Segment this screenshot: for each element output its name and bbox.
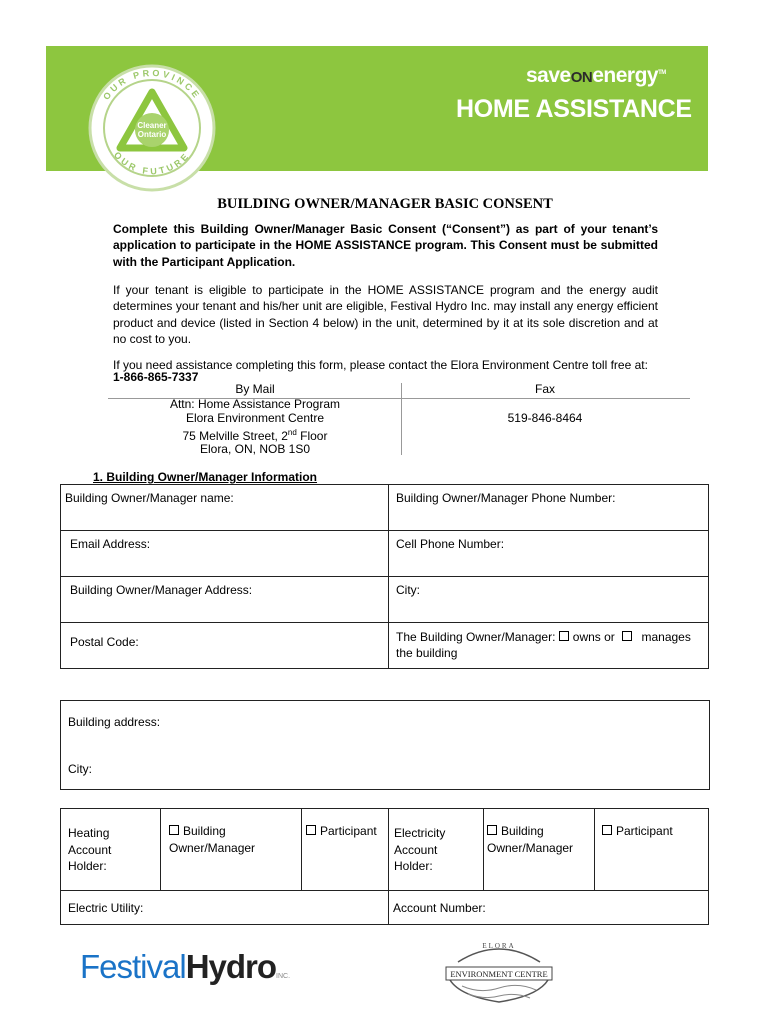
mail-address — [130, 398, 380, 457]
email-field[interactable] — [61, 531, 389, 577]
heating-owner-checkbox[interactable] — [169, 825, 179, 835]
svg-text:Ontario: Ontario — [137, 130, 167, 139]
electricity-owner-option[interactable]: Building Owner/Manager — [484, 809, 595, 891]
electric-utility-field[interactable] — [61, 891, 389, 925]
document-title: BUILDING OWNER/MANAGER BASIC CONSENT — [217, 196, 553, 212]
building-address-label: Building address: — [68, 715, 161, 729]
elora-environment-centre-logo — [440, 940, 558, 1010]
electricity-participant-option[interactable]: Participant — [595, 809, 709, 891]
contact-column-divider — [401, 383, 402, 455]
assistance-text: If you need assistance completing this form, please contact the Elora Environment Centre toll free at: — [113, 358, 648, 372]
mail-line-1: Attn: Home Assistance Program — [169, 397, 341, 411]
electricity-owner-checkbox[interactable] — [487, 825, 497, 835]
owner-city-label: City: — [396, 583, 420, 597]
mail-line-4: Elora, ON, NOB 1S0 — [199, 442, 311, 457]
svg-text:Cleaner: Cleaner — [137, 121, 167, 130]
env-centre-name: ENVIRONMENT CENTRE — [450, 969, 548, 979]
owner-address-field[interactable] — [61, 577, 389, 623]
fax-number: 519-846-8464 — [507, 411, 583, 425]
heating-participant-option[interactable]: Participant — [302, 809, 389, 891]
owner-name-label: Building Owner/Manager name: — [65, 491, 234, 505]
svg-text:OUR PROVINCE: OUR PROVINCE — [101, 67, 203, 102]
ownership-text: The Building Owner/Manager: owns or manages the building — [396, 630, 691, 660]
account-number-label: Account Number: — [393, 901, 486, 915]
owner-address-label: Building Owner/Manager Address: — [70, 583, 253, 597]
cell-phone-label: Cell Phone Number: — [396, 537, 505, 551]
heating-holder-label: Heating Account Holder: — [68, 826, 112, 873]
svg-text:OUR FUTURE: OUR FUTURE — [111, 149, 193, 177]
owns-checkbox[interactable] — [559, 631, 569, 641]
account-holder-table — [60, 808, 709, 925]
building-city-label: City: — [68, 762, 92, 776]
env-centre-top-text: ELORA — [482, 942, 516, 950]
heating-holder-cell — [61, 809, 161, 891]
section-1-heading: 1. Building Owner/Manager Information — [93, 470, 318, 484]
program-name: HOME ASSISTANCE — [456, 95, 692, 123]
eligibility-paragraph: If your tenant is eligible to participate in the HOME ASSISTANCE program and the energy audit determines your tenant and his/her unit are eligible, Festival Hydro Inc. may install any energy efficient product and device (listed in Section 4 below) in the unit, determined by it at its sole discretion and at no cost to you. — [113, 283, 658, 346]
intro-instructions: Complete this Building Owner/Manager Basic Consent (“Consent”) as part of your tenant’s application to participate in the HOME ASSISTANCE program. This Consent must be submitted with the Participant Application. — [113, 222, 658, 269]
saveonenergy-logo: saveONenergy™ — [526, 64, 666, 87]
owner-name-field[interactable] — [61, 485, 389, 531]
mail-line-2: Elora Environment Centre — [185, 410, 325, 425]
mail-line-3: 75 Melville Street, 2nd Floor — [182, 427, 328, 443]
heating-owner-option[interactable]: Building Owner/Manager — [161, 809, 302, 891]
heating-participant-checkbox[interactable] — [306, 825, 316, 835]
owner-info-table — [60, 484, 709, 669]
owner-phone-label: Building Owner/Manager Phone Number: — [396, 491, 616, 505]
electricity-holder-label: Electricity Account Holder: — [394, 826, 446, 873]
email-label: Email Address: — [70, 537, 151, 551]
owner-phone-field[interactable] — [389, 485, 709, 531]
postal-code-field[interactable] — [61, 623, 389, 669]
manages-checkbox[interactable] — [622, 631, 632, 641]
toll-free-phone: 1-866-865-7337 — [113, 370, 199, 384]
fax-header: Fax — [534, 382, 555, 396]
postal-code-label: Postal Code: — [70, 635, 139, 649]
owner-city-field[interactable] — [389, 577, 709, 623]
festival-hydro-logo: FestivalHydroINC. — [80, 948, 291, 985]
cleaner-ontario-seal-logo — [86, 62, 218, 194]
mail-header: By Mail — [235, 382, 275, 396]
ownership-field — [389, 623, 709, 669]
electricity-holder-cell — [389, 809, 484, 891]
electric-utility-label: Electric Utility: — [68, 901, 144, 915]
building-address-box[interactable] — [60, 700, 710, 790]
electricity-participant-checkbox[interactable] — [602, 825, 612, 835]
account-number-field[interactable] — [389, 891, 709, 925]
cell-phone-field[interactable] — [389, 531, 709, 577]
